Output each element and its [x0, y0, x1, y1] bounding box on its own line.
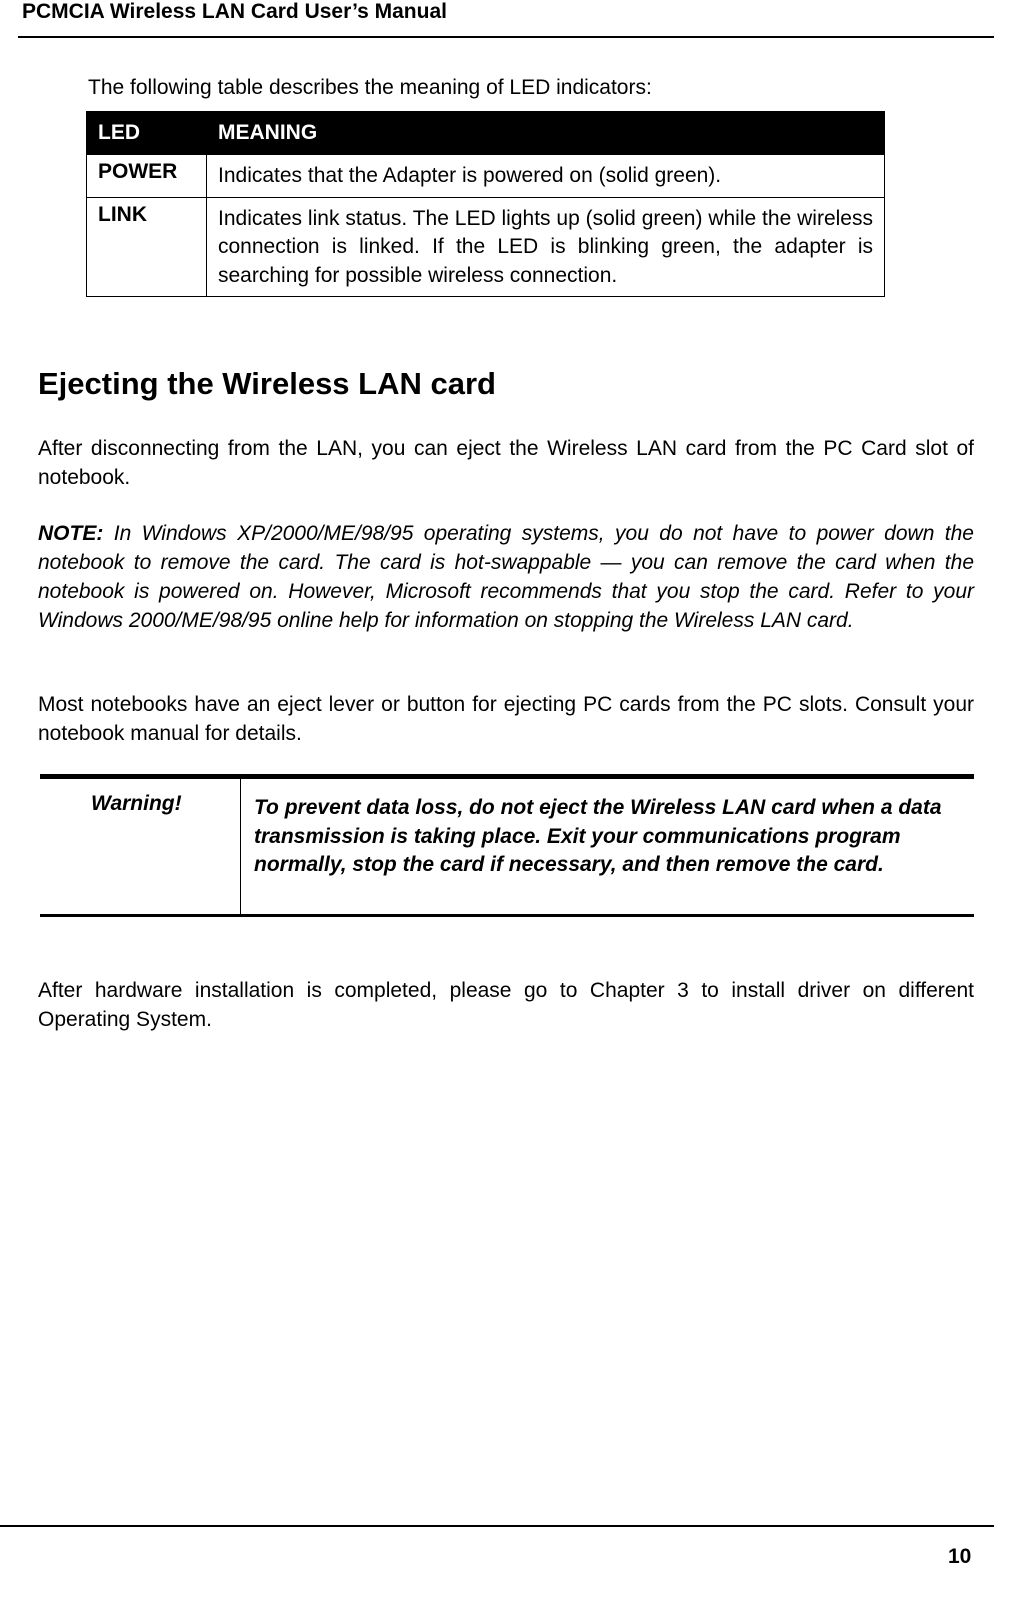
- eject-instructions-paragraph: After disconnecting from the LAN, you can eject the Wireless LAN card from the PC Card slot of notebook.: [38, 437, 974, 489]
- led-name-cell: LINK: [87, 197, 207, 297]
- led-meaning-cell: Indicates that the Adapter is powered on (solid green).: [207, 155, 885, 198]
- eject-lever-paragraph: Most notebooks have an eject lever or button for ejecting PC cards from the PC slots. Consult your notebook manual for details.: [38, 693, 974, 745]
- led-meaning-cell: Indicates link status. The LED lights up (solid green) while the wireless connection is linked. If the LED is blinking green, the adapter is searching for possible wireless connection.: [207, 197, 885, 297]
- warning-column-divider: [240, 779, 241, 914]
- closing-paragraph: After hardware installation is completed, please go to Chapter 3 to install driver on different Operating System.: [38, 979, 974, 1031]
- table-header-row: [87, 112, 885, 155]
- page-number: 10: [948, 1545, 972, 1568]
- note-text: In Windows XP/2000/ME/98/95 operating systems, you do not have to power down the notebook to remove the card. The card is hot-swappable — you can remove the card when the notebook is powered on. However, Microsoft recommends that you stop the card. Refer to your Windows 2000/ME/98/95 online help for information on stopping the Wireless LAN card.: [38, 522, 974, 632]
- header-divider: [18, 36, 994, 38]
- note-paragraph: [38, 519, 974, 635]
- warning-top-rule: [40, 774, 974, 779]
- led-indicator-table: [86, 111, 885, 297]
- table-intro-text: The following table describes the meaning of LED indicators:: [88, 76, 652, 99]
- column-header-meaning: MEANING: [207, 112, 885, 155]
- led-name-cell: POWER: [87, 155, 207, 198]
- warning-bottom-rule: [40, 914, 974, 917]
- note-label: NOTE:: [38, 522, 104, 545]
- document-header-title: PCMCIA Wireless LAN Card User’s Manual: [22, 0, 447, 23]
- table-row: [87, 155, 885, 198]
- section-heading: Ejecting the Wireless LAN card: [38, 366, 496, 401]
- table-row: [87, 197, 885, 297]
- footer-divider: [0, 1525, 994, 1527]
- warning-text: To prevent data loss, do not eject the Wireless LAN card when a data transmission is taking place. Exit your communications program normally, stop the card if necessary, and then remove the card.: [254, 796, 942, 876]
- column-header-led: LED: [87, 112, 207, 155]
- warning-label: Warning!: [91, 792, 182, 815]
